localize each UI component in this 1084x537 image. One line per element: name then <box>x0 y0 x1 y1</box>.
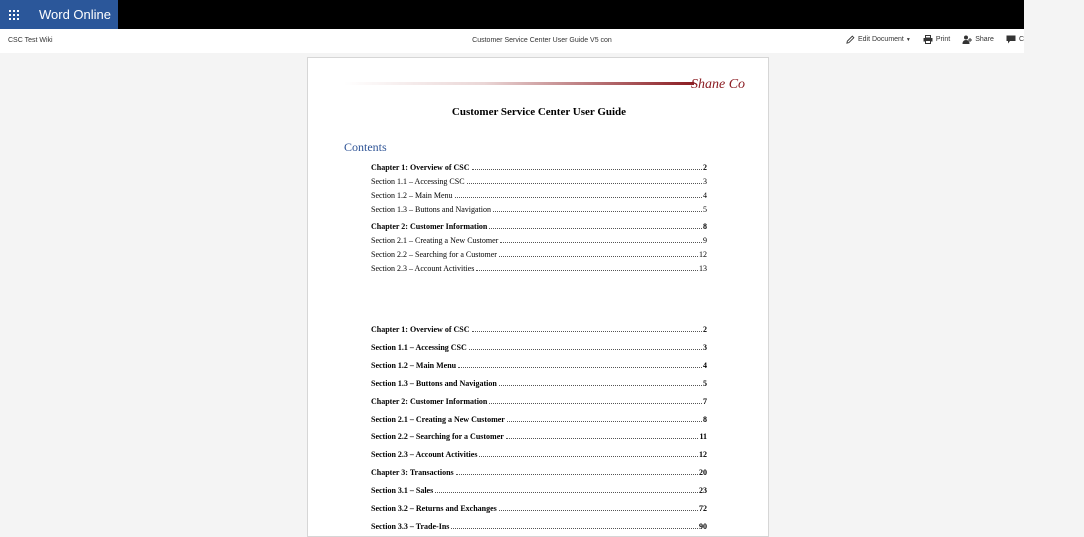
printer-icon <box>923 35 933 44</box>
contents-heading: Contents <box>344 140 387 154</box>
toc-entry-label: Section 2.3 – Account Activities <box>371 450 478 459</box>
toc-leader-dots <box>507 421 702 422</box>
app-name[interactable]: Word Online <box>28 0 118 29</box>
pencil-icon <box>846 35 855 44</box>
toc-entry-label: Section 3.3 – Trade-Ins <box>371 522 450 531</box>
toc-leader-dots <box>506 438 699 439</box>
toc-entry-label: Section 3.1 – Sales <box>371 486 434 495</box>
banner-gradient-bar <box>344 82 694 85</box>
toc-leader-dots <box>469 349 702 350</box>
toc-entry-page: 8 <box>703 415 707 424</box>
toc-entry-page: 2 <box>703 325 707 334</box>
toc-entry[interactable] <box>371 486 707 495</box>
toc-entry-page: 13 <box>699 264 707 273</box>
toc-entry[interactable] <box>371 177 707 186</box>
toc-entry-label: Section 1.1 – Accessing CSC <box>371 177 465 186</box>
toc-entry[interactable] <box>371 343 707 352</box>
share-button[interactable] <box>962 35 994 44</box>
toc-entry[interactable] <box>371 361 707 370</box>
print-button[interactable] <box>923 35 950 44</box>
toc-leader-dots <box>499 510 698 511</box>
toc-entry-page: 2 <box>703 163 707 172</box>
toc-entry-label: Section 2.2 – Searching for a Customer <box>371 250 497 259</box>
toc-leader-dots <box>476 270 698 271</box>
toc-entry[interactable] <box>371 222 707 231</box>
toc-entry-page: 7 <box>703 397 707 406</box>
toc-entry[interactable] <box>371 379 707 388</box>
comment-icon <box>1006 35 1016 44</box>
header-banner <box>344 72 746 94</box>
toc-leader-dots <box>499 385 702 386</box>
chevron-down-icon: ▼ <box>905 36 911 43</box>
toc-leader-dots <box>451 528 698 529</box>
toc-entry-label: Section 1.3 – Buttons and Navigation <box>371 379 497 388</box>
shane-co-logo <box>690 72 746 94</box>
toc-entry-label: Chapter 3: Transactions <box>371 468 454 477</box>
toc-entry[interactable] <box>371 191 707 200</box>
toc-entry-label: Section 2.1 – Creating a New Customer <box>371 415 505 424</box>
toc-entry-label: Section 1.1 – Accessing CSC <box>371 343 467 352</box>
toc-leader-dots <box>435 492 698 493</box>
toc-leader-dots <box>479 456 698 457</box>
toc-entry-label: Section 2.1 – Creating a New Customer <box>371 236 499 245</box>
comments-button[interactable] <box>1006 35 1024 44</box>
toc-entry-page: 4 <box>703 361 707 370</box>
toc-entry[interactable] <box>371 415 707 424</box>
toc-entry-page: 12 <box>699 450 707 459</box>
edit-document-button[interactable] <box>846 35 911 44</box>
toc-leader-dots <box>499 256 698 257</box>
toc-entry-label: Chapter 2: Customer Information <box>371 222 488 231</box>
toc-entry[interactable] <box>371 163 707 172</box>
toc-leader-dots <box>493 211 702 212</box>
toc-entry[interactable] <box>371 264 707 273</box>
toc-entry-page: 4 <box>703 191 707 200</box>
toc-entry-page: 3 <box>703 177 707 186</box>
toc-leader-dots <box>500 242 702 243</box>
share-label: Share <box>975 36 994 43</box>
toc-leader-dots <box>458 367 702 368</box>
toc-entry-label: Section 3.2 – Returns and Exchanges <box>371 504 497 513</box>
document-page <box>307 57 769 537</box>
command-bar <box>0 29 1024 53</box>
toc-entry[interactable] <box>371 397 707 406</box>
toc-leader-dots <box>455 197 702 198</box>
document-heading: Customer Service Center User Guide <box>451 106 627 118</box>
toc-entry-page: 5 <box>703 205 707 214</box>
toc-entry[interactable] <box>371 325 707 334</box>
toc-entry[interactable] <box>371 468 707 477</box>
toc-leader-dots <box>472 169 702 170</box>
toc-entry-page: 9 <box>703 236 707 245</box>
toc-leader-dots <box>456 474 698 475</box>
toc-entry-label: Chapter 2: Customer Information <box>371 397 488 406</box>
toc-entry-page: 72 <box>699 504 707 513</box>
comments-label: C <box>1018 36 1024 43</box>
toc-entry[interactable] <box>371 450 707 459</box>
toc-entry-page: 90 <box>699 522 707 531</box>
edit-document-label: Edit Document <box>857 36 904 43</box>
toc-entry[interactable] <box>371 250 707 259</box>
toc-entry-page: 12 <box>699 250 707 259</box>
toc-entry-page: 23 <box>699 486 707 495</box>
breadcrumb[interactable]: CSC Test Wiki <box>8 37 53 44</box>
toc-entry-label: Section 1.2 – Main Menu <box>371 361 457 370</box>
toc-entry[interactable] <box>371 504 707 513</box>
share-person-icon <box>962 35 972 44</box>
toc-entry-label: Section 1.3 – Buttons and Navigation <box>371 205 491 214</box>
toc-entry[interactable] <box>371 205 707 214</box>
waffle-icon <box>9 10 19 20</box>
document-title: Customer Service Center User Guide V5 con <box>472 37 612 44</box>
toc-entry-page: 8 <box>703 222 707 231</box>
toc-entry[interactable] <box>371 522 707 531</box>
toc-entry-label: Section 2.3 – Account Activities <box>371 264 475 273</box>
toc-leader-dots <box>467 183 702 184</box>
toc-entry-page: 3 <box>703 343 707 352</box>
toc-leader-dots <box>489 228 702 229</box>
app-launcher-button[interactable] <box>0 0 28 29</box>
logo-text: Shane Co <box>691 77 746 92</box>
toc-leader-dots <box>489 403 702 404</box>
toc-entry[interactable] <box>371 236 707 245</box>
toc-leader-dots <box>472 331 702 332</box>
toc-entry-page: 20 <box>699 468 707 477</box>
toc-entry-label: Chapter 1: Overview of CSC <box>371 163 470 172</box>
toc-entry-page: 11 <box>699 432 707 441</box>
toc-entry-label: Chapter 1: Overview of CSC <box>371 325 470 334</box>
toc-entry-label: Section 2.2 – Searching for a Customer <box>371 432 504 441</box>
print-label: Print <box>935 36 951 43</box>
toc-entry[interactable] <box>371 432 707 441</box>
toc-entry-label: Section 1.2 – Main Menu <box>371 191 453 200</box>
suite-bar <box>0 0 1024 29</box>
toc-entry-page: 5 <box>703 379 707 388</box>
